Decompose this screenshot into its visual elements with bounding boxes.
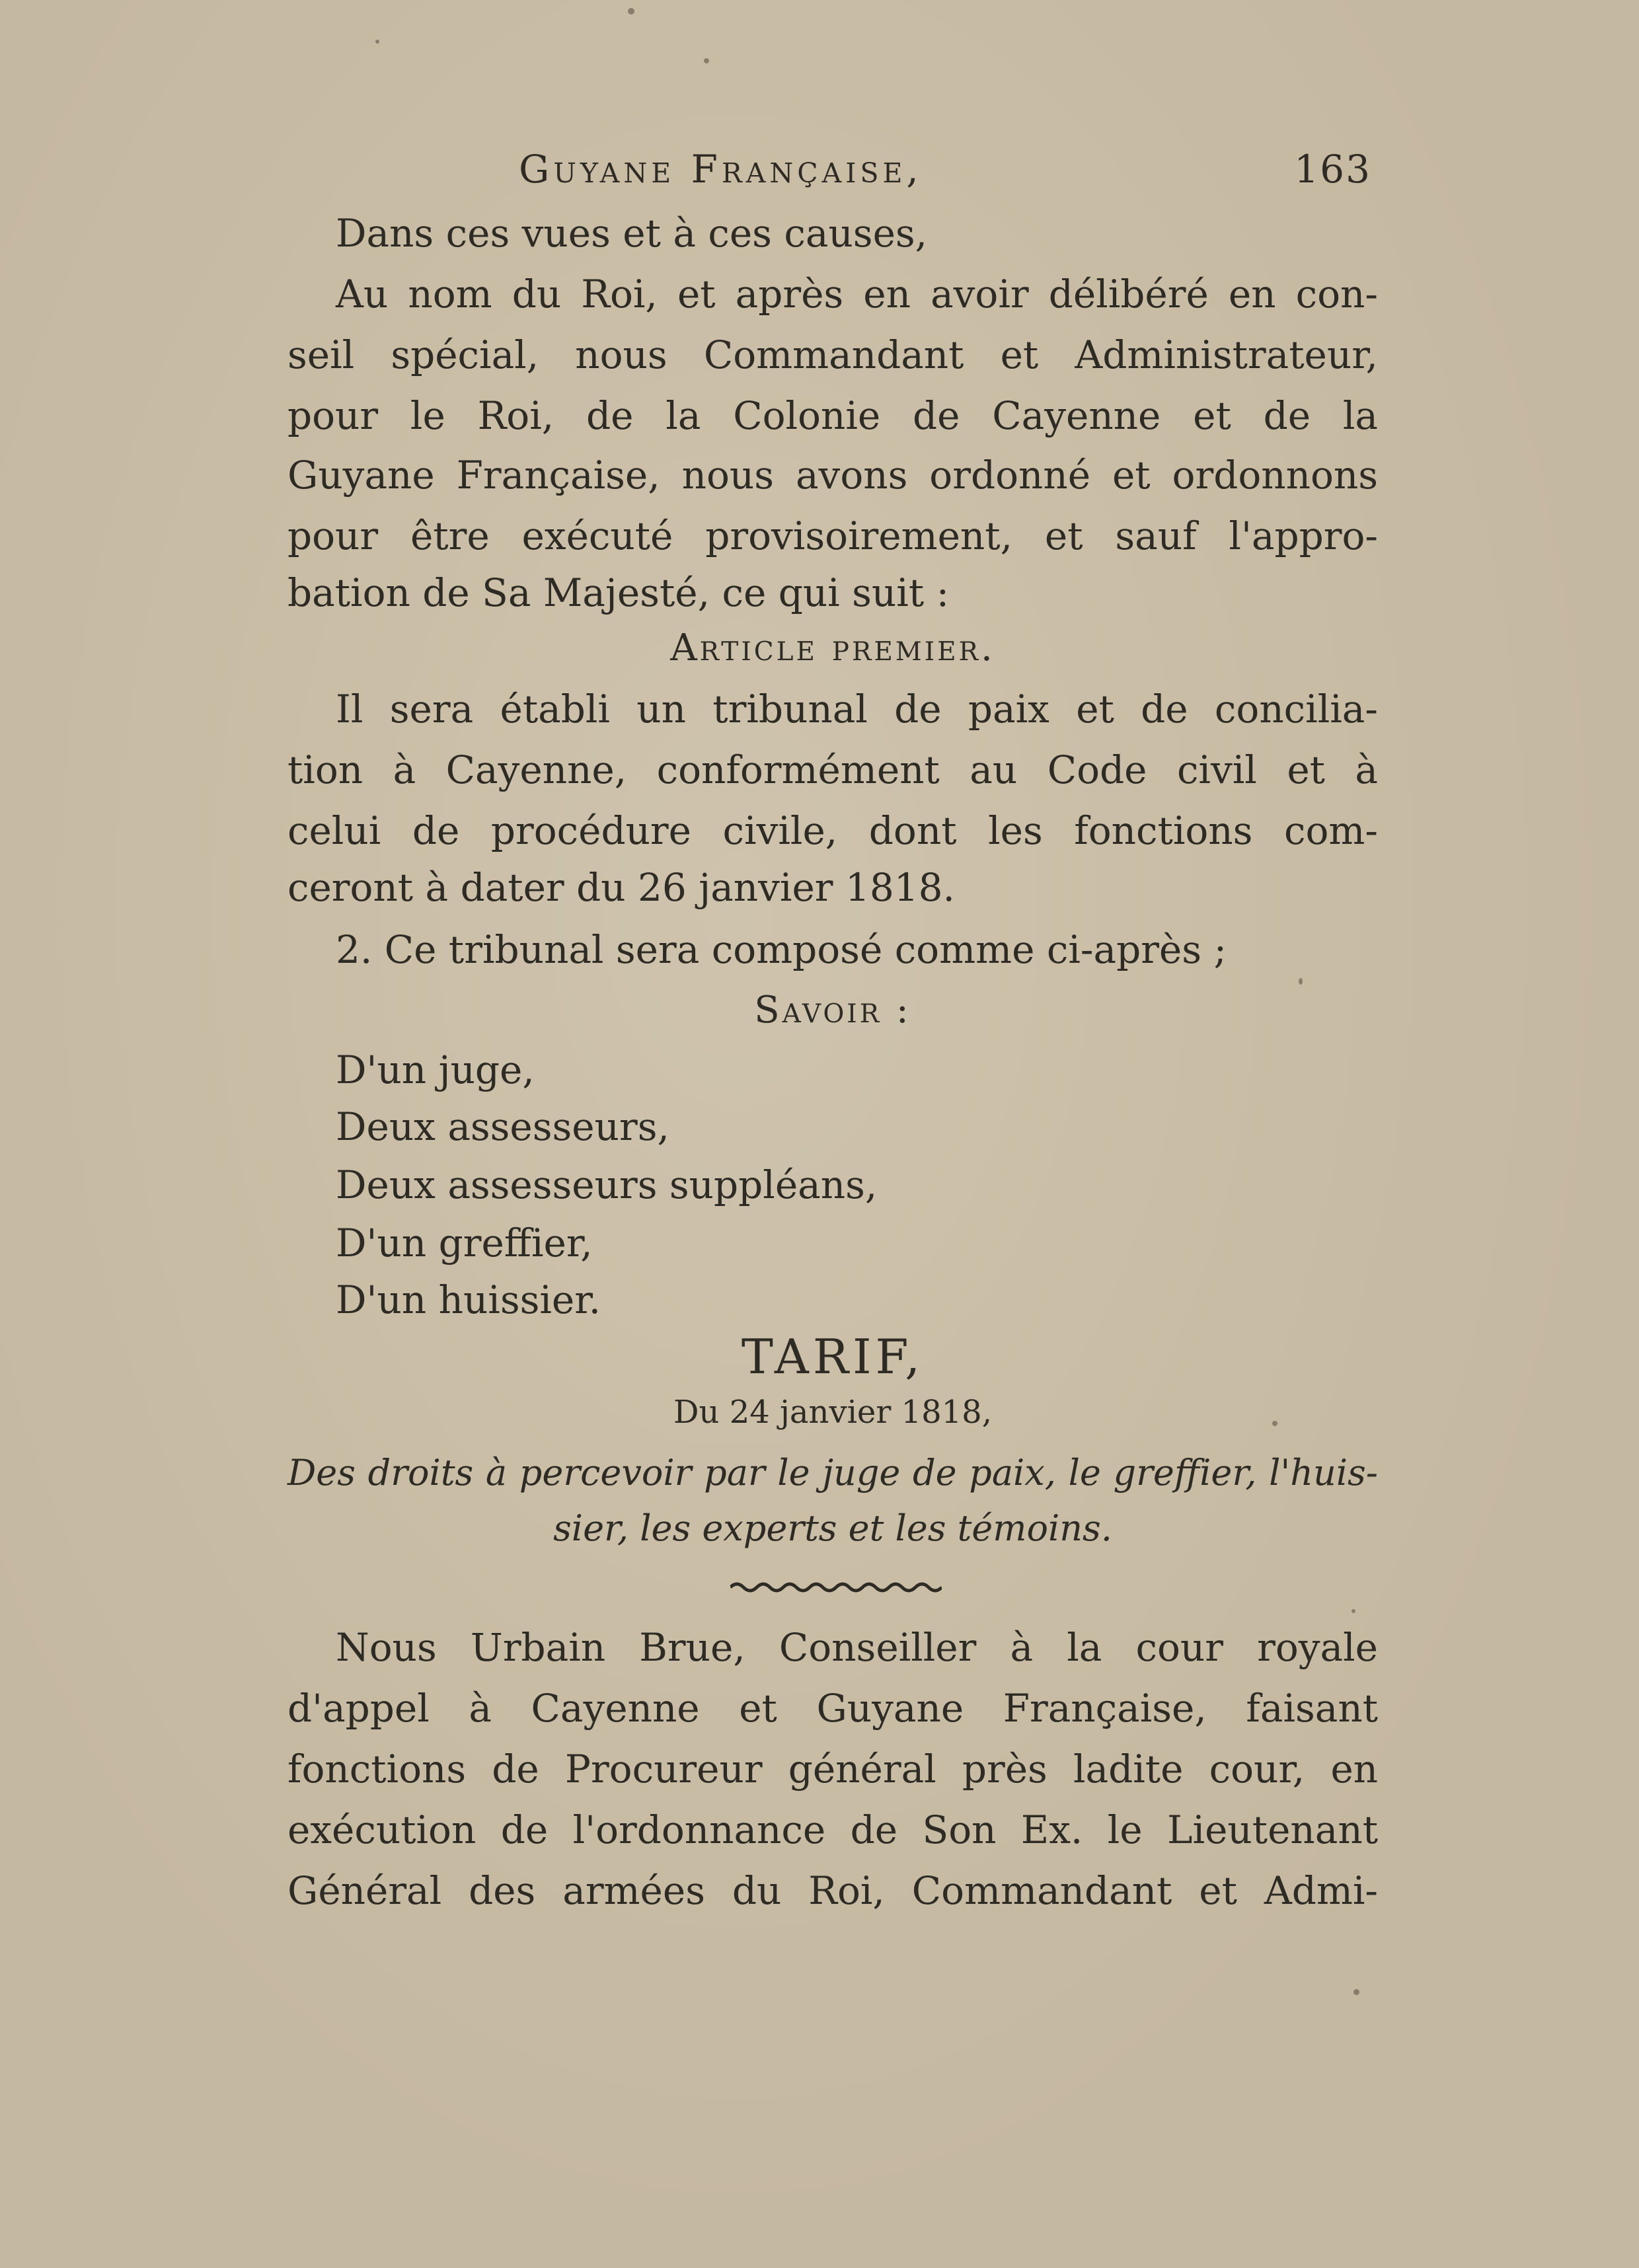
paper-speck: [375, 40, 379, 44]
text-line: Général des armées du Roi, Commandant et Admi-: [287, 1868, 1378, 1913]
paper-speck: [1353, 1989, 1359, 1995]
tarif-heading: TARIF,: [741, 1329, 925, 1384]
list-item: Deux assesseurs,: [336, 1104, 669, 1149]
text-line: fonctions de Procureur général près ladite cour, en: [287, 1747, 1378, 1792]
paper-speck: [628, 8, 634, 15]
text-line: Nous Urbain Brue, Conseiller à la cour royale: [336, 1625, 1378, 1670]
text-line: ceront à dater du 26 janvier 1818.: [287, 865, 955, 910]
paper-speck: [1299, 978, 1303, 985]
text-line: Dans ces vues et à ces causes,: [336, 211, 928, 256]
text-line: tion à Cayenne, conformément au Code civil et à: [287, 747, 1378, 792]
paper-speck: [1352, 1609, 1355, 1613]
text-line: pour le Roi, de la Colonie de Cayenne et de la: [287, 393, 1378, 438]
tarif-date: Du 24 janvier 1818,: [673, 1394, 992, 1431]
text-line: 2. Ce tribunal sera composé comme ci-après ;: [336, 927, 1227, 972]
paper-speck: [704, 58, 709, 63]
text-line: celui de procédure civile, dont les fonctions com-: [287, 808, 1378, 853]
text-line: Au nom du Roi, et après en avoir délibéré en con-: [336, 272, 1378, 317]
ornamental-rule: [730, 1579, 942, 1595]
running-title: Guyane Française,: [519, 147, 923, 192]
text-line: bation de Sa Majesté, ce qui suit :: [287, 570, 950, 615]
list-item: Deux assesseurs suppléans,: [336, 1162, 878, 1207]
list-item: D'un huissier.: [336, 1277, 601, 1322]
tarif-subtitle-continued: sier, les experts et les témoins.: [553, 1507, 1112, 1549]
page-number: 163: [1294, 147, 1371, 192]
text-line: exécution de l'ordonnance de Son Ex. le Lieutenant: [287, 1807, 1378, 1852]
article-heading: Article premier.: [670, 626, 995, 669]
text-line: pour être exécuté provisoirement, et sauf l'appro-: [287, 513, 1378, 558]
running-header: [519, 147, 1371, 193]
savoir-heading: Savoir :: [754, 989, 911, 1032]
text-line: seil spécial, nous Commandant et Administrateur,: [287, 332, 1378, 377]
list-item: D'un juge,: [336, 1047, 535, 1092]
text-line: d'appel à Cayenne et Guyane Française, faisant: [287, 1686, 1378, 1731]
text-line: Il sera établi un tribunal de paix et de concilia-: [336, 687, 1378, 732]
list-item: D'un greffier,: [336, 1221, 593, 1266]
tarif-subtitle: Des droits à percevoir par le juge de paix, le greffier, l'huis-: [287, 1452, 1378, 1493]
text-line: Guyane Française, nous avons ordonné et ordonnons: [287, 453, 1378, 498]
